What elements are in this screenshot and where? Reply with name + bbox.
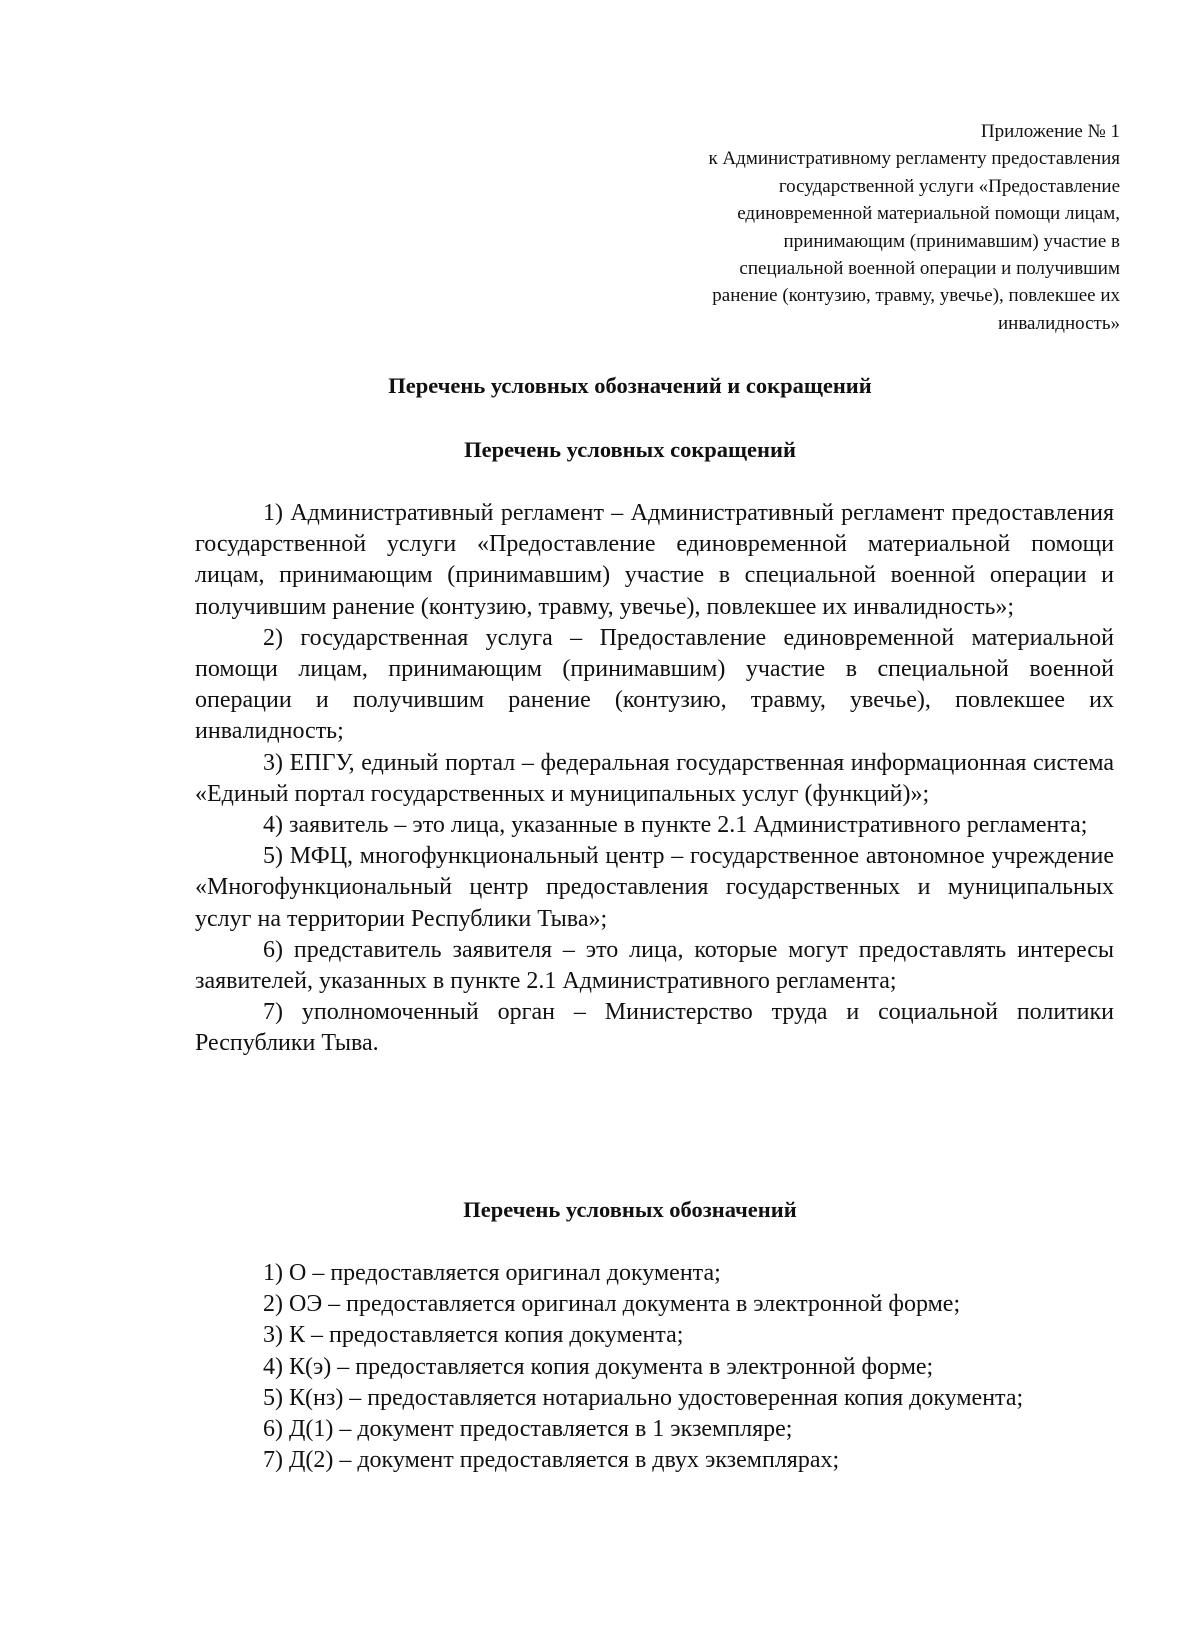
- document-title: Перечень условных обозначений и сокращений: [388, 373, 872, 398]
- symbol-item: 6) Д(1) – документ предоставляется в 1 экземпляре;: [263, 1416, 793, 1443]
- abbreviation-item: 7) уполномоченный орган – Министерство труда и социальной политики Республики Тыва.: [195, 999, 1114, 1057]
- symbol-item: 3) К – предоставляется копия документа;: [263, 1322, 684, 1349]
- symbols-list: [195, 1258, 1114, 1476]
- abbreviation-item: 2) государственная услуга – Предоставление единовременной материальной помощи лицам, принимающим (принимавшим) участие в специальной военной операции и получившим ранение (контузию, травму, увечье), повлекшее их инвалидность;: [195, 624, 1114, 745]
- symbol-item: 4) К(э) – предоставляется копия документа в электронной форме;: [263, 1353, 934, 1380]
- appendix-line: принимающим (принимавшим) участие в: [783, 230, 1120, 252]
- abbreviation-item: 3) ЕПГУ, единый портал – федеральная государственная информационная система «Единый портал государственных и муниципальных услуг (функций)»;: [195, 749, 1114, 807]
- abbreviation-item: 1) Административный регламент – Административный регламент предоставления государственной услуги «Предоставление единовременной материальной помощи лицам, принимающим (принимавшим) участие в специальной военной операции и получившим ранение (контузию, травму, увечье), повлекшее их инвалидность»;: [195, 500, 1114, 620]
- appendix-line: специальной военной операции и получившим: [739, 258, 1120, 280]
- abbreviations-heading: Перечень условных сокращений: [464, 437, 796, 462]
- abbreviation-item: 4) заявитель – это лица, указанные в пункте 2.1 Административного регламента;: [263, 812, 1088, 839]
- abbreviation-item: 6) представитель заявителя – это лица, которые могут предоставлять интересы заявителей, указанных в пункте 2.1 Административного регламента;: [195, 936, 1114, 995]
- symbol-item: 7) Д(2) – документ предоставляется в двух экземплярах;: [263, 1447, 840, 1474]
- abbreviation-item: 5) МФЦ, многофункциональный центр – государственное автономное учреждение «Многофункциональный центр предоставления государственных и муниципальных услуг на территории Республики Тыва»;: [195, 843, 1114, 932]
- appendix-line: единовременной материальной помощи лицам,: [737, 203, 1120, 225]
- appendix-line: государственной услуги «Предоставление: [778, 175, 1120, 197]
- appendix-line: к Административному регламенту предоставления: [708, 148, 1120, 170]
- symbols-heading: Перечень условных обозначений: [463, 1197, 797, 1222]
- symbol-item: 5) К(нз) – предоставляется нотариально удостоверенная копия документа;: [263, 1384, 1024, 1411]
- symbol-item: 2) ОЭ – предоставляется оригинал документа в электронной форме;: [263, 1291, 961, 1318]
- appendix-line: ранение (контузию, травму, увечье), повлекшее их: [712, 285, 1120, 307]
- appendix-note: [560, 118, 1120, 337]
- appendix-line: Приложение № 1: [980, 121, 1120, 142]
- symbol-item: 1) О – предоставляется оригинал документа;: [263, 1260, 721, 1286]
- appendix-line: инвалидность»: [997, 312, 1120, 334]
- abbreviations-list: [195, 498, 1114, 1060]
